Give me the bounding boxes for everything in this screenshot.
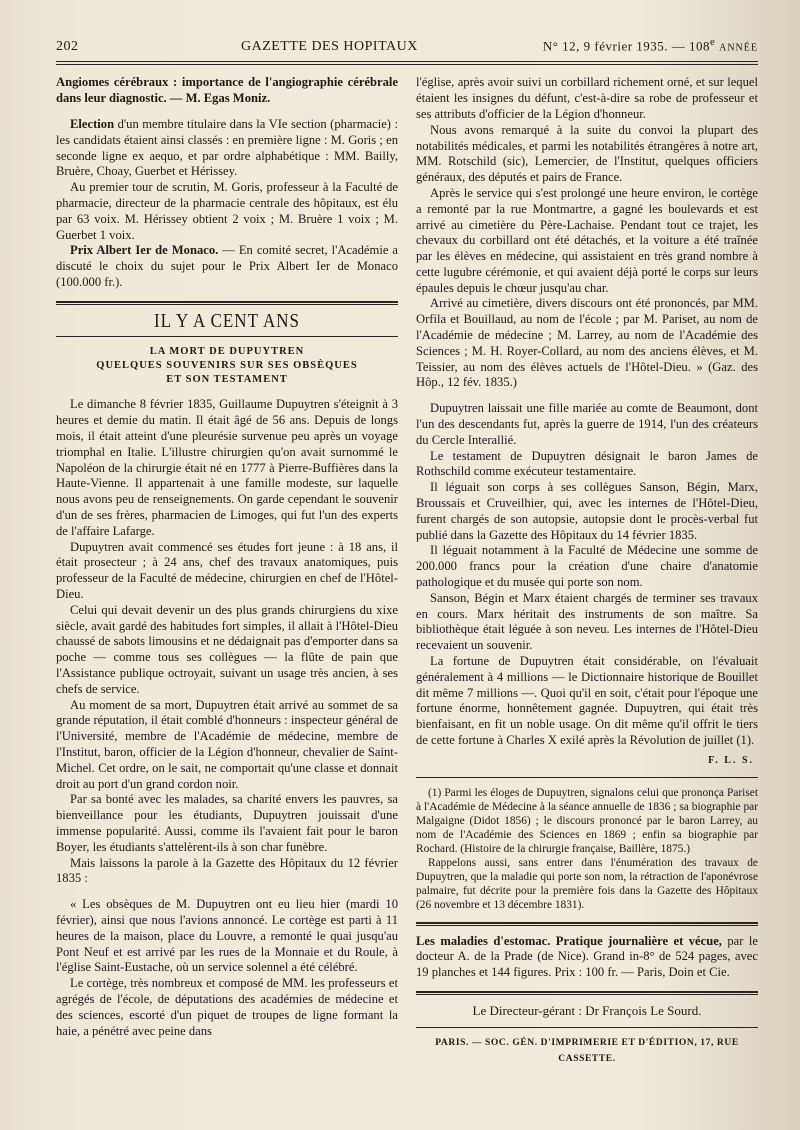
paragraph: Il léguait notamment à la Faculté de Médecine une somme de 200.000 francs pour la création d'une chaire d'anatomie pathologique et du musée qui porte son nom. — [416, 543, 758, 590]
left-column — [56, 75, 398, 1071]
paragraph: Il léguait son corps à ses collègues Sanson, Bégin, Marx, Broussais et Cruveilhier, qui, avec les internes de l'Hôtel-Dieu, furent chargés de son autopsie, autopsie dont le procès-verbal fut publié dans la Gazette des Hôpitaux du 14 février 1835. — [416, 480, 758, 542]
columns — [56, 75, 758, 1071]
page-header — [56, 36, 758, 55]
paragraph: Celui qui devait devenir un des plus grands chirurgiens du xixe siècle, avait gardé des habitudes fort simples, il allait à l'Hôtel-Dieu chaussé de sabots limousins et ne dédaignait pas d'emporter dans sa poche — comme tous ses collègues — la flûte de pain que l'Assistance publique octroyait, suivant un usage très ancien, à ses chefs de service. — [56, 602, 398, 696]
article-subtitle: LA MORT DE DUPUYTREN QUELQUES SOUVENIRS SUR SES OBSÈQUES ET SON TESTAMENT — [96, 346, 358, 386]
signature: F. L. S. — [708, 754, 754, 766]
footnote-rule — [416, 777, 758, 778]
quote-paragraph: « Les obsèques de M. Dupuytren ont eu lieu hier (mardi 10 février), ainsi que nous l'avions annoncé. Le cortège est parti à 11 heures de la maison, place du Louvre, a remonté le quai jusqu'au Pont Neuf et est arrivé par les rues de la Monnaie et du Roule, à l'église Saint-Eustache, où un service solennel a été célébré. — [56, 897, 398, 975]
paragraph: Dupuytren laissait une fille mariée au comte de Beaumont, dont l'un des descendants fut, après la guerre de 1914, l'un des créateurs du Cercle Interallié. — [416, 401, 758, 447]
footnote: Rappelons aussi, sans entrer dans l'énumération des travaux de Dupuytren, que la maladie qui porte son nom, la rétraction de l'aponévrose palmaire, fut décrite pour la première fois dans la Gazette des Hôpitaux (26 novembre et 13 décembre 1831). — [416, 856, 758, 911]
section-rule — [56, 301, 398, 305]
paragraph: Sanson, Bégin et Marx étaient chargés de terminer ses travaux en cours. Marx héritait des instruments de son maître. Sa bibliothèque était léguée à son neveu. Les internes de l'Hôtel-Dieu recevaient un souvenir. — [416, 590, 758, 653]
book-rule — [416, 922, 758, 926]
article-prix: Prix Albert Ier de Monaco. — En comité secret, l'Académie a discuté le choix du sujet pour le Prix Albert Ier de Monaco (100.000 fr.). — [56, 243, 398, 289]
election-result: Au premier tour de scrutin, M. Goris, professeur à la Faculté de pharmacie, directeur de la pharmacie centrale des hôpitaux, est élu par 63 voix. M. Hérissey obtient 2 voix ; M. Bruère 1 voix ; M. Guerbet 1 voix. — [56, 180, 398, 242]
issue-info: N° 12, 9 février 1935. — 108e ANNÉE — [542, 36, 758, 54]
title-rule — [56, 336, 398, 337]
header-rule — [56, 61, 758, 65]
imprint-rule — [416, 1027, 758, 1028]
paragraph: Au moment de sa mort, Dupuytren était arrivé au sommet de sa grande réputation, il était comblé d'honneurs : inspecteur général de l'Université, membre de l'Académie de médecine, membre de l'Institut, baron, officier de la Légion d'honneur, chevalier de Saint-Michel. Cet ordre, on le sait, ne comportait qu'une classe et donnait droit au port d'un grand cordon noir. — [56, 697, 398, 791]
paragraph: Le testament de Dupuytren désignait le baron James de Rothschild comme exécuteur testamentaire. — [416, 448, 758, 479]
paragraph: Par sa bonté avec les malades, sa charité envers les pauvres, sa bienveillance pour les étudiants, Dupuytren jouissait d'une immense popularité. Aussi, comme ils l'avaient fait pour le baron Boyer, les étudiants s'attelèrent-ils à son char funèbre. — [56, 792, 398, 854]
paragraph: Après le service qui s'est prolongé une heure environ, le cortège a remonté par la rue Montmartre, a gagné les boulevards et est arrivé au cimetière du Père-Lachaise. Pendant tout ce trajet, les chevaux du corbillard ont été détachés, et la voiture a été traînée par les élèves en médecine, qui assistaient en très grand nombre à cette lugubre cérémonie, et qui avaient déjà porté le corps sur leurs épaules depuis le chœur jusqu'au char. — [416, 185, 758, 295]
paragraph: l'église, après avoir suivi un corbillard richement orné, et sur lequel étaient les insignes du défunt, c'est-à-dire sa robe de professeur et ses attributs d'officier de la Légion d'honneur. — [416, 75, 758, 121]
section-title: IL Y A CENT ANS — [154, 308, 300, 332]
quote-paragraph: Le cortège, très nombreux et composé de MM. les professeurs et agrégés de l'école, de députations des académies de médecine et des sciences, escorté d'un piquet de troupes de ligne formant la haie, a pénétré avec peine dans — [56, 976, 398, 1038]
footnote: (1) Parmi les éloges de Dupuytren, signalons celui que prononça Pariset à l'Académie de Médecine à la séance annuelle de 1836 ; sa biographie par Malgaigne (Didot 1856) ; le discours prononcé par le baron Larrey, au nom de l'Académie des Sciences en 1869 ; enfin sa biographie par Rochard. (Histoire de la chirurgie française, Baillère, 1875.) — [416, 786, 758, 855]
page-number: 202 — [56, 39, 79, 55]
paragraph: La fortune de Dupuytren était considérable, on l'évaluait généralement à 4 millions — le Dictionnaire historique de Bouillet dit même 7 millions —. Quoi qu'il en soit, c'était pour l'époque une fortune énorme, honnêtement gagnée. Dupuytren, qui était très bienfaisant, en fit un noble usage. On dit même qu'il offrit le tiers de cette fortune à Charles X exilé après la Révolution de juillet (1). — [416, 654, 758, 747]
paragraph: Le dimanche 8 février 1835, Guillaume Dupuytren s'éteignit à 3 heures et demie du matin. Il était âgé de 56 ans. Depuis de longs mois, il était atteint d'une pleurésie survenue peu après un voyage triomphal en Italie. L'illustre chirurgien qu'on avait surnommé le Napoléon de la chirurgie était né en 1777 à Pierre-Buffières dans la Haute-Vienne. Il appartenait à une famille modeste, sur laquelle nous avons peu de renseignements. On garde cependant le souvenir d'un de ses frères, pharmacien de Limoges, qui fut l'un des experts de l'affaire Lafarge. — [56, 397, 398, 538]
paragraph: Arrivé au cimetière, divers discours ont été prononcés, par MM. Orfila et Bouillaud, au nom de l'école ; par M. Pariset, au nom de l'Académie de médecine ; M. Larrey, au nom de l'Académie des Sciences ; M. H. Royer-Collard, au nom des anciens élèves, et M. Teissier, au nom des élèves actuels de l'Hôtel-Dieu. » (Gaz. des Hôp., 12 fév. 1835.) — [416, 296, 758, 390]
paragraph: Mais laissons la parole à la Gazette des Hôpitaux du 12 février 1835 : — [56, 855, 398, 886]
gerant-rule — [416, 991, 758, 995]
article-angiomes: Angiomes cérébraux : importance de l'angiographie cérébrale dans leur diagnostic. — M. Egas Moniz. — [56, 75, 398, 106]
director-line: Le Directeur-gérant : Dr François Le Sourd. — [472, 1002, 702, 1018]
journal-title: GAZETTE DES HOPITAUX — [240, 39, 418, 55]
printer-imprint: PARIS. — SOC. GÉN. D'IMPRIMERIE ET D'ÉDITION, 17, RUE CASSETTE. — [435, 1037, 739, 1064]
book-notice: Les maladies d'estomac. Pratique journalière et vécue, par le docteur A. de la Prade (de Nice). Grand in-8° de 524 pages, avec 19 planches et 144 figures. Prix : 100 fr. — Paris, Doin et Cie. — [416, 933, 758, 980]
paragraph: Nous avons remarqué à la suite du convoi la plupart des notabilités médicales, et parmi les notabilités étrangères à notre art, MM. Rotschild (sic), Lemercier, de l'Institut, quelques officiers généraux, des députés et pairs de France. — [416, 122, 758, 185]
paragraph: Dupuytren avait commencé ses études fort jeune : à 18 ans, il était prosecteur ; à 24 ans, chef des travaux anatomiques, puis professeur de la Faculté de médecine, chirurgien en chef de l'Hôtel-Dieu. — [56, 539, 398, 602]
footnotes — [416, 786, 758, 912]
right-column — [416, 75, 758, 1071]
article-election: Election d'un membre titulaire dans la VIe section (pharmacie) : les candidats étaient ainsi classés : en première ligne : M. Goris ; en seconde ligne ex aequo, et par ordre alphabétique : MM. Bailly, Bruère, Choay, Guerbet et Hérissey. — [56, 116, 398, 179]
